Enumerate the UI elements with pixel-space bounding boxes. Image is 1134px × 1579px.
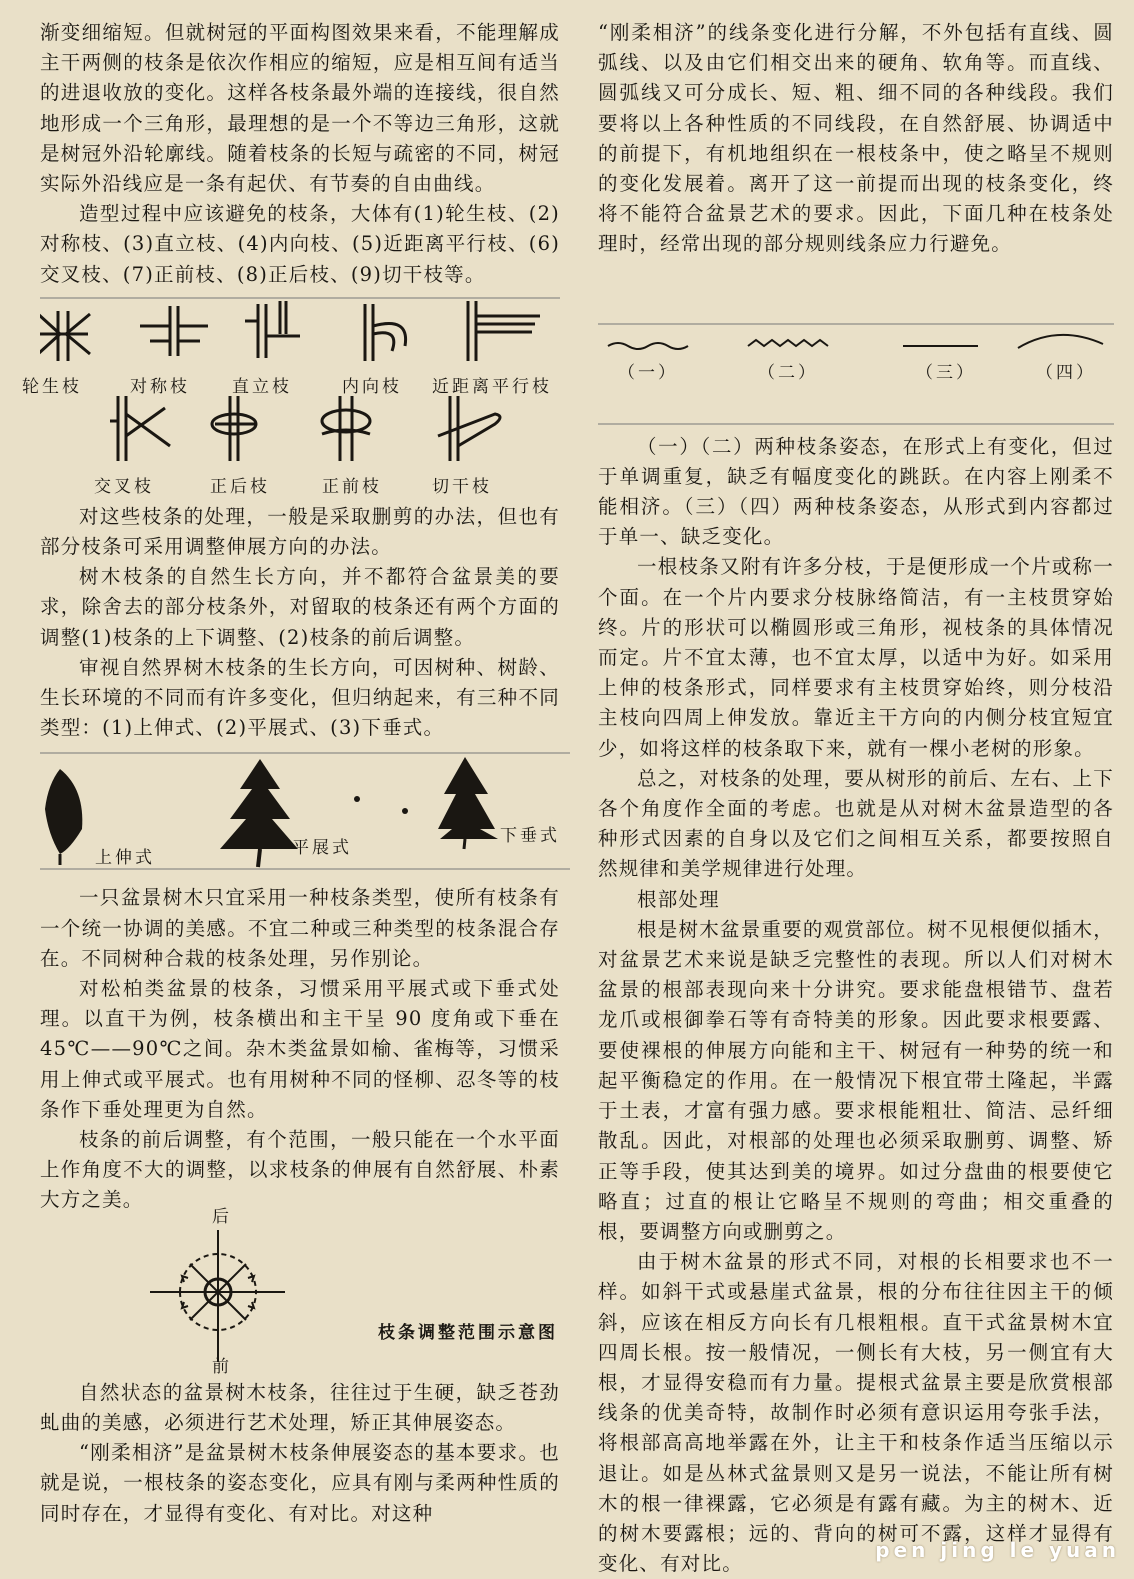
paragraph: “刚柔相济”的线条变化进行分解，不外包括有直线、圆弧线、以及由它们相交出来的硬角、软角等。而直线、圆弧线又可分成长、短、粗、细不同的各种线段。我们要将以上各种性质的不同线段，在自然舒展、协调适中的前提下，有机地组织在一根枝条中，使之略呈不规则的变化发展着。离开了这一前提而出现的枝条变化，终将不能符合盆景艺术的要求。因此，下面几种在枝条处理时，经常出现的部分规则线条应力行避免。	[598, 21, 1114, 256]
upward-tree-icon	[45, 769, 82, 865]
front-branch-icon	[322, 396, 370, 461]
label-front: 前	[212, 1356, 232, 1377]
section-heading: 根部处理	[637, 887, 720, 911]
left-column	[22, 18, 560, 1529]
label-one: （一）	[618, 362, 678, 383]
label-four: （四）	[1036, 362, 1096, 383]
caption-parallel: 近距离平行枝	[432, 376, 552, 397]
paragraph: 对这些枝条的处理，一般是采取删剪的办法，但也有部分枝条可采用调整伸展方向的办法。	[40, 504, 560, 559]
paragraph: 总之，对枝条的处理，要从树形的前后、左右、上下各个角度作全面的考虑。也就是从对树木盆景造型的各种形式因素的自身以及它们之间相互关系，都要按照自然规律和美学规律进行处理。	[598, 766, 1114, 881]
caption-upright: 直立枝	[232, 376, 292, 397]
paragraph: 对松柏类盆景的枝条，习惯采用平展式或下垂式处理。以直干为例，枝条横出和主干呈 90 度角或下垂在 45℃——90℃之间。杂木类盆景如榆、雀梅等，习惯采用上伸式或平展式。也有用树种不同的怪柳、忍冬等的枝条作下垂处理更为自然。	[40, 977, 560, 1121]
paragraph: 审视自然界树木枝条的生长方向，可因树种、树龄、生长环境的不同而有许多变化，但归纳起来，有三种不同类型：(1)上伸式、(2)平展式、(3)下垂式。	[40, 655, 560, 740]
horizontal-tree-icon	[220, 759, 298, 867]
line-shapes-drawing	[598, 266, 1114, 426]
line-shapes-figure	[598, 266, 1114, 426]
whorled-branch-icon	[40, 311, 90, 361]
caption-cutting: 切干枝	[432, 476, 492, 497]
paragraph: 枝条的前后调整，有个范围，一般只能在一个水平面上作角度不大的调整，以求枝条的伸展有自然舒展、朴素大方之美。	[40, 1128, 560, 1212]
label-back: 后	[212, 1206, 232, 1227]
adjustment-range-figure	[40, 1206, 560, 1377]
label-two: （二）	[758, 362, 818, 383]
caption-back: 正后枝	[210, 476, 270, 497]
paragraph: 渐变细缩短。但就树冠的平面构图效果来看，不能理解成主干两侧的枝条是依次作相应的缩短，应是相互间有适当的进退收放的变化。这样各枝条最外端的连接线，很自然地形成一个三角形，最理想的是一个不等边三角形，这就是树冠外沿轮廓线。随着枝条的长短与疏密的不同，树冠实际外沿线应是一条有起伏、有节奏的自由曲线。	[40, 21, 560, 196]
arc-line-shape	[1018, 335, 1103, 348]
back-branch-icon	[212, 396, 256, 461]
paragraph: 树木枝条的自然生长方向，并不都符合盆景美的要求，除舍去的部分枝条外，对留取的枝条还有两个方面的调整(1)枝条的上下调整、(2)枝条的前后调整。	[40, 565, 560, 649]
inward-branch-icon	[365, 304, 406, 361]
caption-crossing: 交叉枝	[94, 476, 154, 497]
growth-types-figure	[40, 749, 560, 877]
caption-inward: 内向枝	[342, 376, 402, 397]
symmetric-branch-icon	[140, 306, 208, 356]
right-column	[598, 18, 1114, 1579]
drooping-tree-icon	[438, 757, 498, 849]
upright-branch-icon	[245, 301, 300, 358]
caption-horizontal: 平展式	[292, 838, 352, 859]
label-three: （三）	[916, 362, 976, 383]
paragraph: 根是树木盆景重要的观赏部位。树不见根便似插木，对盆景艺术来说是缺乏完整性的表现。所以人们对树木盆景的根部表现向来十分讲究。要求能盘根错节、盘若龙爪或根御拳石等有奇特美的形象。因此要求根要露、要使裸根的伸展方向能和主干、树冠有一种势的统一和起平衡稳定的作用。在一般情况下根宜带土隆起，半露于土表，才富有强力感。要求根能粗壮、简洁、忌纤细散乱。因此，对根部的处理也必须采取删剪、调整、矫正等手段，使其达到美的境界。如过分盘曲的根要使它略直；过直的根让它略呈不规则的弯曲；相交重叠的根，要调整方向或删剪之。	[598, 917, 1114, 1243]
branch-types-figure	[22, 296, 560, 497]
caption-symmetric: 对称枝	[130, 376, 190, 397]
caption-upward: 上伸式	[95, 848, 155, 869]
paragraph: 一根枝条又附有许多分枝，于是便形成一个片或称一个面。在一个片内要求分枝脉络简洁，有一主枝贯穿始终。片的形状可以椭圆形或三角形，视枝条的具体情况而定。片不宜太薄，也不宜太厚，以适中为好。如采用上伸的枝条形式，同样要求有主枝贯穿始终，则分枝沿主枝向四周上伸发放。靠近主干方向的内侧分枝宜短宜少，如将这样的枝条取下来，就有一棵小老树的形象。	[598, 555, 1114, 760]
paragraph: “刚柔相济”是盆景树木枝条伸展姿态的基本要求。也就是说，一根枝条的姿态变化，应具有刚与柔两种性质的同时存在，才显得有变化、有对比。对这种	[40, 1441, 560, 1525]
caption-drooping: 下垂式	[500, 826, 560, 847]
paragraph: （一）（二）两种枝条姿态，在形式上有变化，但过于单调重复，缺乏有幅度变化的跳跃。在内容上刚柔不能相济。（三）（四）两种枝条姿态，从形式到内容都过于单一、缺乏变化。	[598, 434, 1114, 549]
zigzag-line-shape	[748, 340, 828, 346]
wavy-line-shape	[608, 343, 688, 349]
paragraph: 一只盆景树木只宜采用一种枝条类型，使所有枝条有一个统一协调的美感。不宜二种或三种类型的枝条混合存在。不同树种合栽的枝条处理，另作别论。	[40, 886, 560, 970]
caption-front: 正前枝	[322, 476, 382, 497]
paragraph: 造型过程中应该避免的枝条，大体有(1)轮生枝、(2)对称枝、(3)直立枝、(4)内向枝、(5)近距离平行枝、(6)交叉枝、(7)正前枝、(8)正后枝、(9)切干枝等。	[40, 202, 560, 286]
caption-whorled: 轮生枝	[22, 376, 82, 397]
adjustment-range-drawing	[40, 1222, 560, 1372]
parallel-branch-icon	[468, 301, 540, 361]
paragraph: 由于树木盆景的形式不同，对根的长相要求也不一样。如斜干式或悬崖式盆景，根的分布往往因主干的倾斜，应该在相反方向长有几根粗根。直干式盆景树木宜四周长根。按一般情况，一侧长有大枝，另一侧宜有大根，才显得安稳而有力量。提根式盆景主要是欣赏根部线条的优美奇特，故制作时必须有意识运用夸张手法，将根部高高地举露在外，让主干和枝条作适当压缩以示退让。如是丛林式盆景则又是另一说法，不能让所有树木的根一律裸露，它必须是有露有藏。为主的树木、近的树木要露根；远的、背向的树可不露，这样才显得有变化、有对比。	[598, 1250, 1114, 1576]
crossing-branch-icon	[110, 396, 170, 461]
paragraph: 自然状态的盆景树木枝条，往往过于生硬，缺乏苍劲虬曲的美感，必须进行艺术处理，矫正其伸展姿态。	[40, 1380, 560, 1434]
figure-caption: 枝条调整范围示意图	[378, 1322, 558, 1343]
watermark: pen jing le yuan	[875, 1538, 1120, 1562]
cutting-branch-icon	[438, 396, 500, 461]
